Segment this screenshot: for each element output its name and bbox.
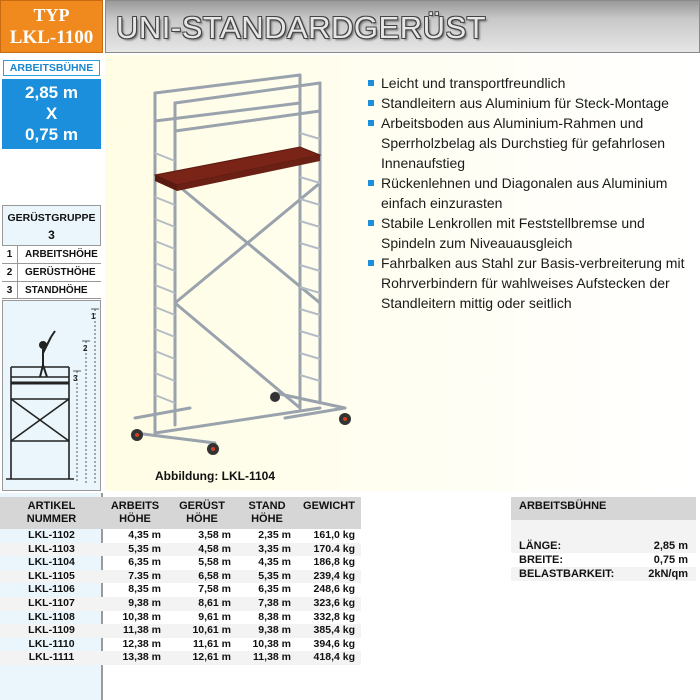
legend-label: ARBEITSHÖHE xyxy=(25,249,98,260)
scaffold-height-cell: 6,58 m xyxy=(167,570,237,584)
standing-height-cell: 9,38 m xyxy=(237,624,297,638)
platform-spec-spacer xyxy=(511,520,696,539)
feature-item: Fahrbalken aus Stahl zur Basis-verbreiterung mit Rohrverbindern für wahlweises Aufstecken der Standleitern mittig oder seitlich xyxy=(367,253,697,313)
scaffold-illustration xyxy=(115,63,365,463)
platform-width: 0,75 m xyxy=(25,125,78,144)
working-height-cell: 11,38 m xyxy=(103,624,167,638)
legend-number: 2 xyxy=(2,264,18,281)
feature-item: Standleitern aus Aluminium für Steck-Montage xyxy=(367,93,697,113)
standing-height-cell: 8,38 m xyxy=(258,610,291,623)
weight-cell: 239,4 kg xyxy=(297,570,361,584)
working-height-cell: 5,35 m xyxy=(103,543,167,557)
table-row xyxy=(0,651,361,665)
dimension-mark-1: 1 xyxy=(91,312,96,321)
page-title: UNI-STANDARDGERÜST xyxy=(116,10,487,45)
working-height-cell: 6,35 m xyxy=(128,556,161,569)
article-number-cell: LKL-1102 xyxy=(28,529,75,541)
platform-spec-row xyxy=(511,567,696,581)
table-row xyxy=(0,611,361,625)
scaffold-height-cell: 3,58 m xyxy=(198,529,231,541)
platform-spec-row xyxy=(511,553,696,567)
scaffold-group-title: GERÜSTGRUPPE xyxy=(7,212,96,224)
feature-item: Rückenlehnen und Diagonalen aus Aluminium einfach einzurasten xyxy=(367,173,697,213)
scaffold-group-value: 3 xyxy=(48,228,55,242)
column-header-standing-height: STAND HÖHE xyxy=(237,497,297,529)
table-row xyxy=(0,570,361,584)
spec-label: BREITE: xyxy=(519,554,563,566)
legend-number: 3 xyxy=(2,282,18,299)
legend-row xyxy=(2,263,101,281)
table-row xyxy=(0,529,361,543)
weight-cell: 394,6 kg xyxy=(313,637,355,650)
article-number-cell: LKL-1106 xyxy=(28,583,75,596)
specification-area xyxy=(0,493,700,700)
article-number-cell: LKL-1107 xyxy=(0,597,103,611)
scaffold-height-cell: 11,61 m xyxy=(193,637,231,650)
table-row xyxy=(0,583,361,597)
feature-item: Leicht und transportfreundlich xyxy=(367,73,697,93)
table-row xyxy=(0,624,361,638)
standing-height-cell: 5,35 m xyxy=(237,570,297,584)
platform-size xyxy=(2,79,101,149)
standing-height-cell: 7,38 m xyxy=(237,597,297,611)
spec-label: LÄNGE: xyxy=(519,540,562,552)
feature-list xyxy=(367,73,697,313)
platform-length: 2,85 m xyxy=(25,83,78,102)
spec-value: 2kN/qm xyxy=(648,568,688,580)
weight-cell: 332,8 kg xyxy=(313,610,355,623)
table-row xyxy=(0,556,361,570)
column-header-weight: GEWICHT xyxy=(297,497,361,529)
platform-label: ARBEITSBÜHNE xyxy=(3,60,100,76)
article-number-cell: LKL-1105 xyxy=(0,570,103,584)
spec-label: BELASTBARKEIT: xyxy=(519,568,615,580)
weight-cell: 323,6 kg xyxy=(297,597,361,611)
platform-x: X xyxy=(45,104,58,123)
standing-height-cell: 2,35 m xyxy=(258,529,291,541)
working-height-cell: 10,38 m xyxy=(122,610,161,623)
article-number-cell: LKL-1104 xyxy=(28,556,75,569)
product-main xyxy=(105,55,700,491)
working-height-cell: 7.35 m xyxy=(103,570,167,584)
scaffold-height-cell: 4,58 m xyxy=(167,543,237,557)
scaffold-height-cell: 9,61 m xyxy=(198,610,231,623)
image-caption: Abbildung: LKL-1104 xyxy=(155,469,275,483)
weight-cell: 418,4 kg xyxy=(297,651,361,665)
table-row xyxy=(0,597,361,611)
scaffold-height-cell: 8,61 m xyxy=(167,597,237,611)
legend-label: STANDHÖHE xyxy=(25,285,88,296)
working-height-cell: 4,35 m xyxy=(128,529,161,541)
legend-label: GERÜSTHÖHE xyxy=(25,267,96,278)
working-height-cell: 8,35 m xyxy=(128,583,161,596)
platform-spec-table xyxy=(511,497,696,581)
table-row xyxy=(0,543,361,557)
type-label: TYP xyxy=(33,5,70,25)
type-badge xyxy=(0,0,103,53)
article-table xyxy=(0,497,361,665)
scaffold-height-cell: 5,58 m xyxy=(198,556,231,569)
standing-height-cell: 11,38 m xyxy=(237,651,297,665)
legend-row xyxy=(2,281,101,299)
working-height-cell: 9,38 m xyxy=(103,597,167,611)
article-number-cell: LKL-1110 xyxy=(28,637,75,650)
feature-item: Arbeitsboden aus Aluminium-Rahmen und Sperrholzbelag als Durchstieg für gefahrlosen Innenaufstieg xyxy=(367,113,697,173)
scaffold-height-cell: 12,61 m xyxy=(167,651,237,665)
platform-spec-row xyxy=(511,539,696,553)
platform-spec-rows xyxy=(511,539,696,581)
table-header-row xyxy=(0,497,361,529)
column-header-article: ARTIKEL NUMMER xyxy=(0,497,103,529)
article-number-cell: LKL-1108 xyxy=(28,610,75,623)
weight-cell: 248,6 kg xyxy=(313,583,355,596)
standing-height-cell: 3,35 m xyxy=(237,543,297,557)
title-bar xyxy=(105,0,700,53)
working-height-cell: 13,38 m xyxy=(103,651,167,665)
table-row xyxy=(0,638,361,652)
column-header-working-height: ARBEITS HÖHE xyxy=(103,497,167,529)
scaffold-height-cell: 10,61 m xyxy=(167,624,237,638)
height-diagram-drawing xyxy=(3,301,100,490)
spec-value: 2,85 m xyxy=(653,540,688,552)
article-table-body xyxy=(0,529,361,665)
legend-row xyxy=(2,245,101,263)
scaffold-height-cell: 7,58 m xyxy=(198,583,231,596)
standing-height-cell: 4,35 m xyxy=(258,556,291,569)
spec-value: 0,75 m xyxy=(653,554,688,566)
spec-sidebar xyxy=(0,55,103,491)
type-model: LKL-1100 xyxy=(9,27,94,48)
article-number-cell: LKL-1111 xyxy=(0,651,103,665)
height-diagram xyxy=(2,300,101,491)
dimension-mark-3: 3 xyxy=(73,374,78,383)
dimension-mark-2: 2 xyxy=(83,344,88,353)
article-number-cell: LKL-1109 xyxy=(0,624,103,638)
working-height-cell: 12,38 m xyxy=(122,637,161,650)
standing-height-cell: 10,38 m xyxy=(252,637,291,650)
platform-spec-title: ARBEITSBÜHNE xyxy=(511,497,696,520)
legend-number: 1 xyxy=(2,246,18,263)
weight-cell: 161,0 kg xyxy=(313,529,355,541)
column-header-scaffold-height: GERÜST HÖHE xyxy=(167,497,237,529)
weight-cell: 385,4 kg xyxy=(297,624,361,638)
weight-cell: 170.4 kg xyxy=(297,543,361,557)
standing-height-cell: 6,35 m xyxy=(258,583,291,596)
feature-item: Stabile Lenkrollen mit Feststellbremse und Spindeln zum Niveauausgleich xyxy=(367,213,697,253)
weight-cell: 186,8 kg xyxy=(313,556,355,569)
article-number-cell: LKL-1103 xyxy=(0,543,103,557)
